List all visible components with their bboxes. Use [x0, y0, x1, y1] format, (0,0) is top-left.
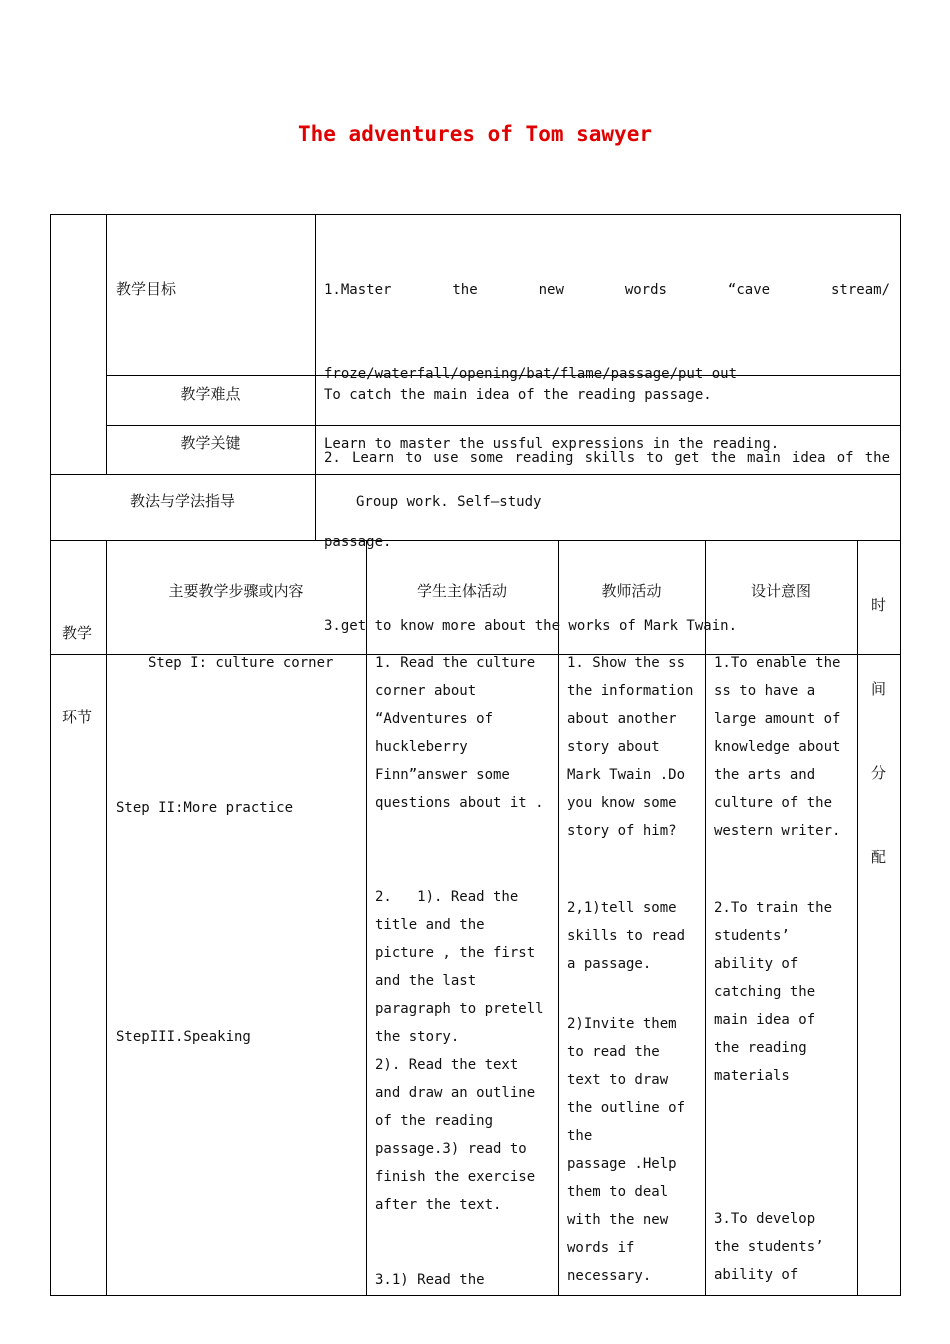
method-label: 教法与学法指导 — [129, 492, 235, 510]
step-1: Step I: culture corner — [148, 655, 334, 671]
cell-line: picture , the first — [375, 945, 536, 961]
cell-line: 3.1) Read the — [375, 1272, 485, 1288]
cell-line: you know some — [567, 795, 677, 811]
step-2: Step II:More practice — [116, 800, 294, 816]
cell-line: story of him? — [567, 823, 677, 839]
cell-line: corner about — [375, 683, 477, 699]
cell-line: 1. Show the ss — [567, 655, 686, 671]
design-intent-3 — [714, 1205, 824, 1289]
cell-line: the arts and — [714, 767, 816, 783]
method-text: Group work. Self—study — [356, 494, 542, 510]
cell-line: text to draw — [567, 1072, 669, 1088]
cell-line: of the reading — [375, 1113, 494, 1129]
cell-line: knowledge about — [714, 739, 841, 755]
cell-line: and the last — [375, 973, 477, 989]
cell-line: 2.To train the — [714, 900, 833, 916]
cell-line: to read the — [567, 1044, 660, 1060]
cell-line: a passage. — [567, 956, 652, 972]
cell-line: 2). Read the text — [375, 1057, 519, 1073]
objectives-label: 教学目标 — [116, 280, 177, 298]
cell-line: words if — [567, 1240, 635, 1256]
design-intent-1 — [714, 649, 840, 845]
cell-line: the — [567, 1128, 593, 1144]
header-steps: 主要教学步骤或内容 — [168, 582, 304, 600]
cell-line: ss to have a — [714, 683, 816, 699]
cell-line: the outline of — [567, 1100, 686, 1116]
cell-line: passage .Help — [567, 1156, 677, 1172]
cell-line: title and the — [375, 917, 485, 933]
cell-line: 1. Read the culture — [375, 655, 536, 671]
cell-line: passage.3) read to — [375, 1141, 527, 1157]
teacher-activity-1 — [567, 649, 693, 845]
cell-line: skills to read — [567, 928, 686, 944]
cell-line: students’ — [714, 928, 790, 944]
cell-line: 2. 1). Read the — [375, 889, 519, 905]
objectives-text: 1.Master the new words “cave stream/ froze/waterfall/opening/bat/flame/passage/put out 2. Learn to use some reading skills to get the main idea of the passage. 3.get to know more about the works of Mark Twain. — [324, 282, 890, 634]
cell-line: ability of — [714, 956, 799, 972]
header-students: 学生主体活动 — [416, 582, 507, 600]
cell-line: large amount of — [714, 711, 841, 727]
cell-line: western writer. — [714, 823, 841, 839]
cell-line: 2,1)tell some — [567, 900, 677, 916]
cell-line: materials — [714, 1068, 790, 1084]
step-3: StepIII.Speaking — [116, 1029, 251, 1045]
cell-line: questions about it . — [375, 795, 544, 811]
cell-line: the reading — [714, 1040, 807, 1056]
document-title: The adventures of Tom sawyer — [297, 122, 652, 146]
cell-line: about another — [567, 711, 677, 727]
header-section: 教学 环节 — [62, 624, 93, 726]
header-teacher: 教师活动 — [601, 582, 662, 600]
teacher-activity-2 — [567, 894, 685, 978]
cell-line: 2)Invite them — [567, 1016, 677, 1032]
cell-line: with the new — [567, 1212, 669, 1228]
cell-line: culture of the — [714, 795, 833, 811]
cell-line: and draw an outline — [375, 1085, 536, 1101]
key-label: 教学关键 — [180, 434, 241, 452]
student-activity-3 — [375, 1266, 485, 1294]
cell-line: Finn”answer some — [375, 767, 510, 783]
student-activity-2 — [375, 883, 544, 1219]
cell-line: huckleberry — [375, 739, 468, 755]
cell-line: “Adventures of — [375, 711, 494, 727]
cell-line: Mark Twain .Do — [567, 767, 686, 783]
header-time: 时 间 分 配 — [870, 596, 886, 866]
cell-line: the students’ — [714, 1239, 824, 1255]
cell-line: ability of — [714, 1267, 799, 1283]
key-text: Learn to master the ussful expressions in the reading. — [324, 436, 780, 452]
cell-line: paragraph to pretell — [375, 1001, 544, 1017]
difficulty-label: 教学难点 — [180, 385, 241, 403]
cell-line: 1.To enable the — [714, 655, 841, 671]
cell-line: story about — [567, 739, 660, 755]
cell-line: main idea of — [714, 1012, 816, 1028]
cell-line: finish the exercise — [375, 1169, 536, 1185]
teacher-activity-3 — [567, 1010, 685, 1290]
cell-line: the story. — [375, 1029, 460, 1045]
cell-line: after the text. — [375, 1197, 502, 1213]
cell-line: catching the — [714, 984, 816, 1000]
header-design: 设计意图 — [750, 582, 811, 600]
difficulty-text: To catch the main idea of the reading passage. — [324, 387, 712, 403]
cell-line: necessary. — [567, 1268, 652, 1284]
student-activity-1 — [375, 649, 544, 817]
cell-line: the information — [567, 683, 694, 699]
cell-line: 3.To develop — [714, 1211, 816, 1227]
design-intent-2 — [714, 894, 832, 1090]
cell-line: them to deal — [567, 1184, 669, 1200]
